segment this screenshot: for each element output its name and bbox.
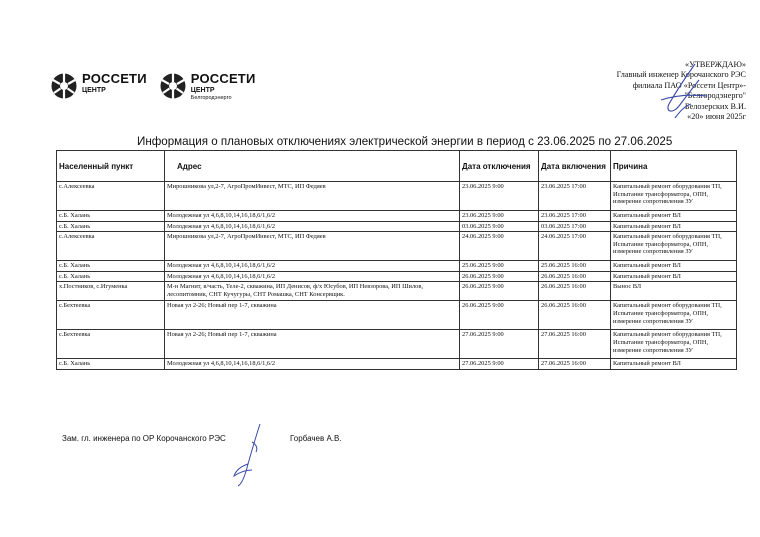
table-row	[57, 271, 737, 282]
address-cell: Мирошникова ул,2-7, АгроПромИнвест, МТС, ИП Федяев	[165, 182, 460, 211]
locality-cell: с.Алексеевка	[57, 182, 165, 211]
logos	[50, 72, 256, 102]
logo-name: РОССЕТИ	[190, 71, 256, 86]
approval-signature	[655, 60, 715, 122]
reason-cell: Капитальный ремонт ВЛ	[611, 261, 737, 272]
rosseti-belgorod-logo	[159, 72, 256, 102]
table-row	[57, 261, 737, 272]
locality-cell: х.Постников, с.Игуменка	[57, 282, 165, 301]
locality-cell: с.Б. Халань	[57, 261, 165, 272]
locality-cell: с.Бехтеевка	[57, 330, 165, 359]
off-date-cell: 23.06.2025 9:00	[460, 211, 539, 222]
locality-cell: с.Б. Халань	[57, 359, 165, 370]
off-date-cell: 03.06.2025 9:00	[460, 221, 539, 232]
reason-cell: Капитальный ремонт ВЛ	[611, 221, 737, 232]
reason-cell: Капитальный ремонт оборудования ТП, Испытание трансформатора, ОПН, измерение сопротивления ЗУ	[611, 182, 737, 211]
column-header: Дата включения	[539, 151, 611, 182]
table-header-row	[57, 151, 737, 182]
column-header: Населенный пункт	[57, 151, 165, 182]
approval-line: «УТВЕРЖДАЮ»	[685, 60, 746, 69]
rosseti-emblem-icon	[50, 72, 78, 100]
on-date-cell: 23.06.2025 17:00	[539, 182, 611, 211]
table-row	[57, 301, 737, 330]
locality-cell: с.Алексеевка	[57, 232, 165, 261]
address-cell: Молодежная ул 4,6,8,10,14,16,18,6/1,6/2	[165, 261, 460, 272]
signer-signature	[226, 420, 274, 490]
table-row	[57, 359, 737, 370]
reason-cell: Капитальный ремонт ВЛ	[611, 359, 737, 370]
signer-position: Зам. гл. инженера по ОР Корочанского РЭС	[62, 434, 226, 443]
logo-sub: ЦЕНТР	[82, 87, 106, 94]
on-date-cell: 26.06.2025 16:00	[539, 271, 611, 282]
reason-cell: Капитальный ремонт ВЛ	[611, 211, 737, 222]
approval-line: Главный инженер Корочанского РЭС	[616, 70, 746, 80]
off-date-cell: 25.06.2025 9:00	[460, 261, 539, 272]
locality-cell: с.Б. Халань	[57, 221, 165, 232]
approval-line: «20» июня 2025г	[687, 112, 746, 122]
on-date-cell: 27.06.2025 16:00	[539, 359, 611, 370]
address-cell: Молодежная ул 4,6,8,10,14,16,18,6/1,6/2	[165, 271, 460, 282]
locality-cell: с.Бехтеевка	[57, 301, 165, 330]
address-cell: Молодежная ул 4,6,8,10,14,16,18,6/1,6/2	[165, 221, 460, 232]
page-title: Информация о плановых отключениях электрической энергии в период с 23.06.2025 по 27.06.2025	[137, 135, 673, 148]
column-header: Дата отключения	[460, 151, 539, 182]
address-cell: Молодежная ул 4,6,8,10,14,16,18,6/1,6/2	[165, 359, 460, 370]
approval-line: "Белгородэнерго"	[684, 91, 746, 101]
table-row	[57, 282, 737, 301]
column-header: Причина	[611, 151, 737, 182]
on-date-cell: 24.06.2025 17:00	[539, 232, 611, 261]
off-date-cell: 23.06.2025 9:00	[460, 182, 539, 211]
signer-name: Горбачев А.В.	[290, 434, 342, 443]
locality-cell: с.Б. Халань	[57, 271, 165, 282]
on-date-cell: 26.06.2025 16:00	[539, 301, 611, 330]
off-date-cell: 26.06.2025 9:00	[460, 271, 539, 282]
rosseti-emblem-icon	[159, 72, 187, 100]
approval-line: филиала ПАО «Россети Центр»-	[632, 80, 746, 90]
logo-branch: Белгородэнерго	[190, 95, 232, 101]
locality-cell: с.Б. Халань	[57, 211, 165, 222]
table-row	[57, 330, 737, 359]
column-header: Адрес	[165, 151, 460, 182]
on-date-cell: 27.06.2025 16:00	[539, 330, 611, 359]
on-date-cell: 23.06.2025 17:00	[539, 211, 611, 222]
outage-table	[56, 150, 737, 370]
reason-cell: Капитальный ремонт оборудования ТП, Испытание трансформатора, ОПН, измерение сопротивления ЗУ	[611, 301, 737, 330]
off-date-cell: 26.06.2025 9:00	[460, 282, 539, 301]
reason-cell: Капитальный ремонт оборудования ТП, Испытание трансформатора, ОПН, измерение сопротивления ЗУ	[611, 330, 737, 359]
reason-cell: Вынос ВЛ	[611, 282, 737, 301]
address-cell: Мирошникова ул,2-7, АгроПромИнвест, МТС, ИП Федяев	[165, 232, 460, 261]
address-cell: Новая ул 2-26; Новый пер 1-7, скважина	[165, 330, 460, 359]
reason-cell: Капитальный ремонт оборудования ТП, Испытание трансформатора, ОПН, измерение сопротивления ЗУ	[611, 232, 737, 261]
off-date-cell: 27.06.2025 9:00	[460, 359, 539, 370]
reason-cell: Капитальный ремонт ВЛ	[611, 271, 737, 282]
off-date-cell: 27.06.2025 9:00	[460, 330, 539, 359]
table-row	[57, 182, 737, 211]
table-row	[57, 221, 737, 232]
on-date-cell: 26.06.2025 16:00	[539, 282, 611, 301]
logo-sub: ЦЕНТР	[190, 87, 215, 94]
off-date-cell: 26.06.2025 9:00	[460, 301, 539, 330]
approval-line: Белозерских В.И.	[684, 101, 746, 111]
address-cell: М-н Магнит, в/часть, Теле-2, скважина, ИП Денисов, ф/х Юсубов, ИП Невзорова, ИП Шилов, лесопитомник, СНТ Кучугуры, СНТ Ромашка, СНТ Консервщик.	[165, 282, 460, 301]
logo-name: РОССЕТИ	[82, 71, 147, 86]
on-date-cell: 25.06.2025 16:00	[539, 261, 611, 272]
address-cell: Новая ул 2-26; Новый пер 1-7, скважина	[165, 301, 460, 330]
table-row	[57, 211, 737, 222]
rosseti-centr-logo	[50, 72, 147, 102]
table-row	[57, 232, 737, 261]
on-date-cell: 03.06.2025 17:00	[539, 221, 611, 232]
address-cell: Молодежная ул 4,6,8,10,14,16,18,6/1,6/2	[165, 211, 460, 222]
off-date-cell: 24.06.2025 9:00	[460, 232, 539, 261]
